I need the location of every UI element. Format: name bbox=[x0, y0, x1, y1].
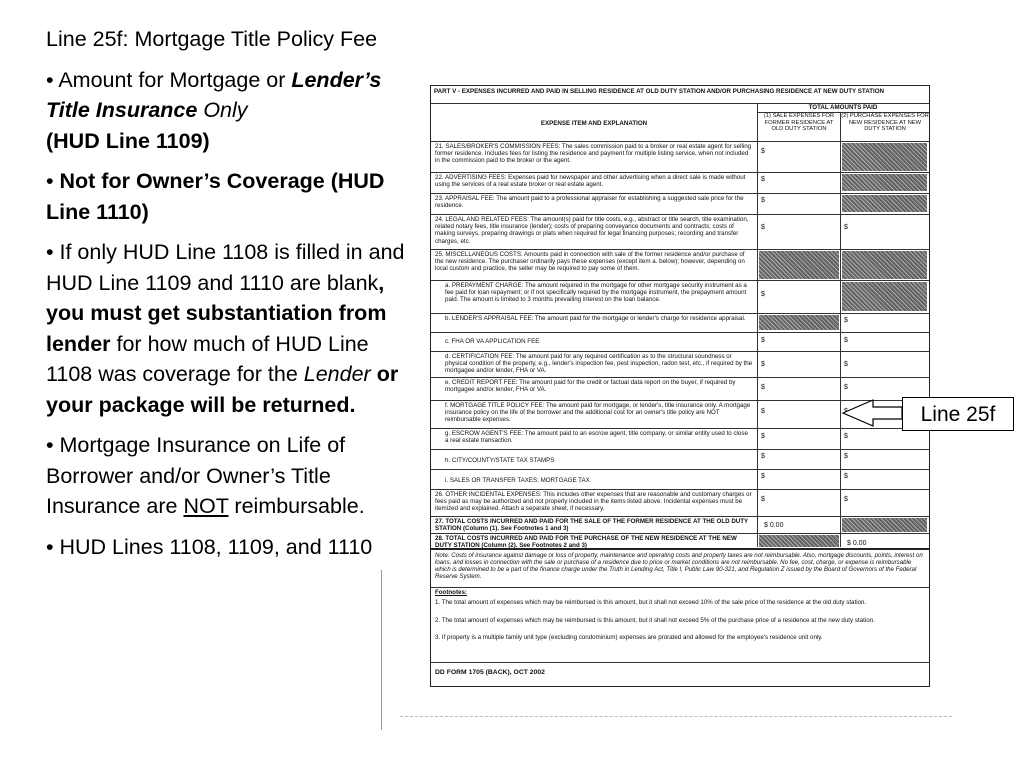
divider bbox=[431, 533, 929, 534]
footnote-3: 3. If property is a multiple family unit type (excluding condominium) expenses are prorated and allowed for the employee's residence unit only. bbox=[435, 634, 823, 641]
divider bbox=[431, 193, 929, 194]
divider bbox=[431, 332, 929, 333]
divider bbox=[431, 280, 929, 281]
row-26-text: 26. OTHER INCIDENTAL EXPENSES: This includes other expenses that are reasonable and customary charges or fees paid as may be authorized and not properly included in the items listed above. Incidental expenses must be itemized and explained. Attach a separate sheet, if necessary. bbox=[435, 491, 752, 513]
row-27-total: $ 0.00 bbox=[764, 522, 784, 529]
row-28-col1-shaded bbox=[759, 535, 839, 547]
row-23-col2-shaded bbox=[842, 195, 927, 212]
row-25a-col2-shaded bbox=[842, 282, 927, 311]
form-footer: DD FORM 1705 (BACK), OCT 2002 bbox=[435, 669, 545, 676]
row-25g-col2: $ bbox=[844, 433, 848, 440]
bullet-not-reimbursable: • Mortgage Insurance on Life of Borrower and/or Owner’s Title Insurance are NOT reimbursable. bbox=[46, 433, 365, 518]
row-22-col1: $ bbox=[761, 176, 765, 183]
divider bbox=[431, 469, 929, 470]
row-22-col2-shaded bbox=[842, 174, 927, 191]
divider bbox=[431, 587, 929, 588]
row-25g-text: g. ESCROW AGENT'S FEE: The amount paid to an escrow agent, title company, or similar entity used to close a real estate transaction. bbox=[445, 430, 748, 445]
divider bbox=[431, 428, 929, 429]
column-rule bbox=[840, 112, 841, 547]
column-rule bbox=[757, 103, 758, 547]
divider bbox=[431, 516, 929, 517]
footnote-1: 1. The total amount of expenses which may be reimbursed is this amount, but it shall not exceed 10% of the sale price of the residence at the old duty station. bbox=[435, 599, 867, 606]
row-25c-text: c. FHA OR VA APPLICATION FEE bbox=[445, 338, 540, 345]
row-23-col1: $ bbox=[761, 197, 765, 204]
row-25d-col1: $ bbox=[761, 361, 765, 368]
row-27-col2-shaded bbox=[842, 518, 927, 532]
row-25-col2-shaded bbox=[842, 251, 927, 279]
divider bbox=[431, 313, 929, 314]
row-25a-col1: $ bbox=[761, 291, 765, 298]
slide-title: Line 25f: Mortgage Title Policy Fee bbox=[46, 27, 378, 51]
scan-bottom-edge bbox=[400, 716, 952, 717]
row-28-total: $ 0.00 bbox=[847, 540, 867, 547]
row-25g-col1: $ bbox=[761, 433, 765, 440]
row-25b-col2: $ bbox=[844, 317, 848, 324]
row-27-text: 27. TOTAL COSTS INCURRED AND PAID FOR THE SALE OF THE FORMER RESIDENCE AT THE OLD DUTY STATION (Column (1). See Footnotes 1 and 3) bbox=[435, 518, 749, 533]
divider bbox=[431, 249, 929, 250]
row-26-col1: $ bbox=[761, 496, 765, 503]
row-25i-text: i. SALES OR TRANSFER TAXES; MORTGAGE TAX bbox=[445, 477, 590, 484]
divider bbox=[431, 489, 929, 490]
row-25i-col2: $ bbox=[844, 473, 848, 480]
row-25h-col2: $ bbox=[844, 453, 848, 460]
row-25b-col1-shaded bbox=[759, 315, 839, 330]
row-23-text: 23. APPRAISAL FEE: The amount paid to a professional appraiser for establishing a suggested sale price for the residence. bbox=[435, 195, 744, 210]
divider bbox=[431, 172, 929, 173]
row-25c-col1: $ bbox=[761, 337, 765, 344]
form-part-title: PART V - EXPENSES INCURRED AND PAID IN SELLING RESIDENCE AT OLD DUTY STATION AND/OR PURCHASING RESIDENCE AT NEW DUTY STATION bbox=[434, 88, 884, 95]
row-21-col1: $ bbox=[761, 148, 765, 155]
bullet-lender-title-insurance: • Amount for Mortgage or Lender’s Title Insurance Only (HUD Line 1109) bbox=[46, 67, 382, 153]
row-25h-text: h. CITY/COUNTY/STATE TAX STAMPS bbox=[445, 457, 555, 464]
footnote-2: 2. The total amount of expenses which may be reimbursed is this amount, but it shall not exceed 5% of the purchase price of a residence at the new duty station. bbox=[435, 617, 875, 624]
dd-form-1705-part-v bbox=[430, 85, 930, 687]
bullet-hud-lines: • HUD Lines 1108, 1109, and 1110 bbox=[46, 534, 373, 559]
row-24-col1: $ bbox=[761, 224, 765, 231]
scan-edge-line bbox=[381, 570, 382, 730]
form-note: Note: Costs of insurance against damage or loss of property, maintenance and operating costs and property taxes are not reimbursable. Also, mortgage discounts, points, interest on loans, and losses in connection with the sale or purchase of a residence due to price or market conditions are not reimbursable. No fee, cost, charge, or expense is reimbursable which is determined to be a part of the finance charge under the Truth in Lending Act, Title I, Public Law 90-321, and Regulation Z issued by the Board of Governors of the Federal Reserve System. bbox=[435, 552, 923, 580]
col-header-total: TOTAL AMOUNTS PAID bbox=[808, 104, 878, 111]
row-25d-text: d. CERTIFICATION FEE: The amount paid for any required certification as to the structural soundness or physical condition of the property, e.g., lender's inspection fee, pest inspection, radon test, etc., if required by the mortgagee and/or lender, FHA or VA. bbox=[445, 353, 753, 375]
row-24-text: 24. LEGAL AND RELATED FEES: The amount(s) paid for title costs, e.g., abstract or title search, title examination, related notary fees, title insurance (lender); costs of preparing conveyance documents and contracts; costs of making surveys, preparing drawings or plats when required for legal financing purposes; recording and transfer charges, etc. bbox=[435, 216, 749, 245]
row-25f-col1: $ bbox=[761, 408, 765, 415]
row-25e-col1: $ bbox=[761, 384, 765, 391]
row-22-text: 22. ADVERTISING FEES: Expenses paid for newspaper and other advertising when a direct sale is made without using the services of a real estate broker or real estate agent. bbox=[435, 174, 746, 189]
row-25a-text: a. PREPAYMENT CHARGE: The amount required in the mortgage for other mortgage security instrument as a fee paid for loan repayment; or if not specifically required by the mortgage instrument, the prepayment amount paid. The amount is limited to 3 months prevailing interest on the loan balance. bbox=[445, 282, 747, 304]
row-25b-text: b. LENDER'S APPRAISAL FEE: The amount paid for the mortgage or lender's charge for residence appraisal. bbox=[445, 315, 746, 322]
divider bbox=[431, 449, 929, 450]
row-25-text: 25. MISCELLANEOUS COSTS: Amounts paid in connection with sale of the former residence and/or purchase of the new residence. The purchaser ordinarily pays these expenses (except item a. below); however, depending on local custom and practice, the seller may be required to pay some of them. bbox=[435, 251, 745, 273]
col-header-2: (2) PURCHASE EXPENSES FOR NEW RESIDENCE AT NEW DUTY STATION bbox=[841, 113, 929, 133]
bullet-substantiation: • If only HUD Line 1108 is filled in and HUD Line 1109 and 1110 are blank, you must get substantiation from lender for how much of HUD Line 1108 was coverage for the Lender or your package will be returned. bbox=[46, 240, 405, 417]
footnotes-heading: Footnotes: bbox=[435, 589, 467, 596]
row-25d-col2: $ bbox=[844, 361, 848, 368]
row-25e-text: e. CREDIT REPORT FEE: The amount paid for the credit or factual data report on the buyer, if required by mortgagee and/or lender, FHA or VA. bbox=[445, 379, 736, 394]
row-25h-col1: $ bbox=[761, 453, 765, 460]
row-25i-col1: $ bbox=[761, 473, 765, 480]
divider bbox=[431, 377, 929, 378]
left-text-column bbox=[46, 24, 408, 572]
line-25f-callout: Line 25f bbox=[902, 397, 1014, 431]
row-21-text: 21. SALES/BROKER'S COMMISSION FEES: The sales commission paid to a broker or real estate agent for selling former residence. Includes fees for listing the residence and payment for multiple listing service, when not included in the commission paid to the broker or the agent. bbox=[435, 143, 752, 165]
divider bbox=[431, 351, 929, 352]
row-28-text: 28. TOTAL COSTS INCURRED AND PAID FOR THE PURCHASE OF THE NEW RESIDENCE AT THE NEW DUTY STATION (Column (2). See Footnotes 2 and 3) bbox=[435, 535, 737, 550]
divider bbox=[431, 141, 929, 142]
row-26-col2: $ bbox=[844, 496, 848, 503]
callout-arrow-icon bbox=[840, 398, 904, 428]
col-header-expense: EXPENSE ITEM AND EXPLANATION bbox=[540, 120, 648, 127]
divider bbox=[431, 662, 929, 663]
bullet-not-owners-coverage: • Not for Owner’s Coverage (HUD Line 1110) bbox=[46, 169, 385, 224]
col-header-1: (1) SALE EXPENSES FOR FORMER RESIDENCE AT OLD DUTY STATION bbox=[763, 113, 835, 133]
row-21-col2-shaded bbox=[842, 143, 927, 171]
row-25f-text: f. MORTGAGE TITLE POLICY FEE: The amount paid for mortgage, or lender's, title insurance only. A mortgage insurance policy on the life of the borrower and the additional cost for an owner's title policy are NOT reimbursable expenses. bbox=[445, 402, 751, 424]
divider bbox=[431, 548, 929, 550]
row-25e-col2: $ bbox=[844, 384, 848, 391]
row-24-col2: $ bbox=[844, 224, 848, 231]
divider bbox=[431, 214, 929, 215]
row-25-col1-shaded bbox=[759, 251, 839, 279]
row-25c-col2: $ bbox=[844, 337, 848, 344]
